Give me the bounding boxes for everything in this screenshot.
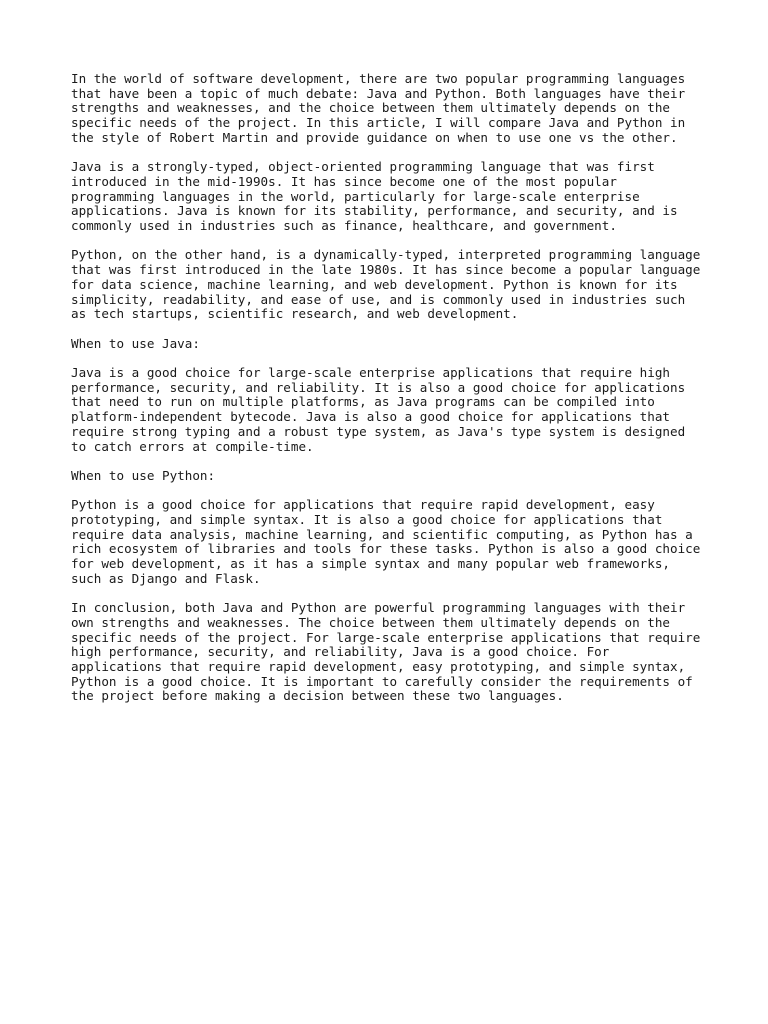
paragraph-intro: In the world of software development, there are two popular programming languages that have been a topic of much debate: Java and Python. Both languages have their strengths and weaknesses, and the choice between them ultimately depends on the specific needs of the project. In this article, I will compare Java and Python in the style of Robert Martin and provide guidance on when to use one vs the other. bbox=[71, 71, 686, 145]
heading-when-to-use-java: When to use Java: bbox=[71, 335, 200, 351]
paragraph-java-overview: Java is a strongly-typed, object-oriented programming language that was first introduced in the mid-1990s. It has since become one of the most popular programming languages in the world, particularly for large-scale enterprise applications. Java is known for its stability, performance, and security, and is commonly used in industries such as finance, healthcare, and government. bbox=[71, 159, 678, 234]
document-body bbox=[71, 72, 711, 719]
paragraph-conclusion: In conclusion, both Java and Python are powerful programming languages with their own strengths and weaknesses. The choice between them ultimately depends on the specific needs of the project. For large-scale enterprise applications that require high performance, security, and reliability, Java is a good choice. For applications that require rapid development, easy prototyping, and simple syntax, Python is a good choice. It is important to carefully consider the requirements of the project before making a decision between these two languages. bbox=[71, 600, 701, 704]
paragraph-java-usage: Java is a good choice for large-scale enterprise applications that require high performance, security, and reliability. It is also a good choice for applications that need to run on multiple platforms, as Java programs can be compiled into platform-independent bytecode. Java is also a good choice for applications that require strong typing and a robust type system, as Java's type system is designed to catch errors at compile-time. bbox=[71, 365, 686, 454]
paragraph-python-overview: Python, on the other hand, is a dynamically-typed, interpreted programming language that was first introduced in the late 1980s. It has since become a popular language for data science, machine learning, and web development. Python is known for its simplicity, readability, and ease of use, and is commonly used in industries such as tech startups, scientific research, and web development. bbox=[71, 247, 701, 322]
heading-when-to-use-python: When to use Python: bbox=[71, 467, 216, 483]
paragraph-python-usage: Python is a good choice for applications that require rapid development, easy prototyping, and simple syntax. It is also a good choice for applications that require data analysis, machine learning, and scientific computing, as Python has a rich ecosystem of libraries and tools for these tasks. Python is also a good choice for web development, as it has a simple syntax and many popular web frameworks, such as Django and Flask. bbox=[71, 497, 701, 586]
